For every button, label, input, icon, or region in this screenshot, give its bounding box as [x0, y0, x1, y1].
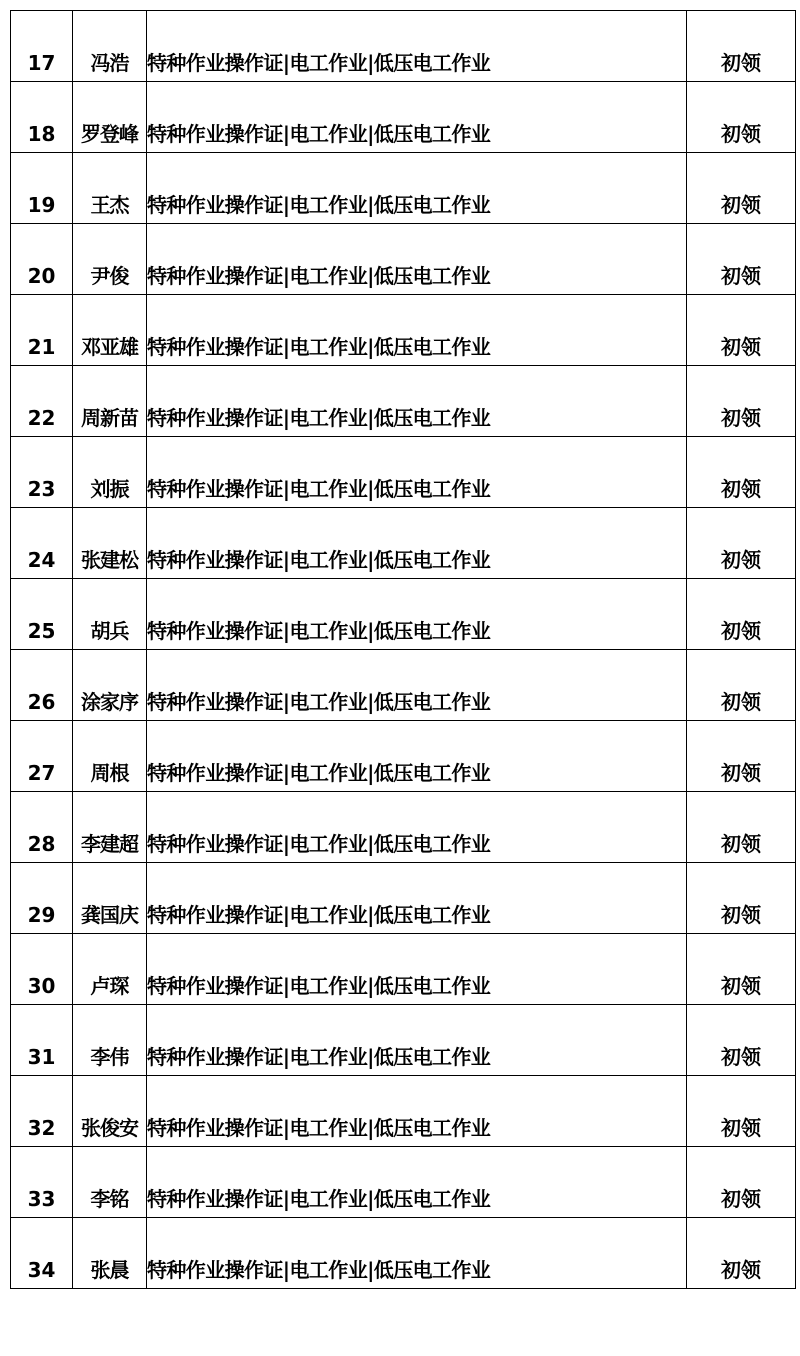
certificate-type-cell: 特种作业操作证|电工作业|低压电工作业 — [147, 721, 687, 792]
row-number-cell: 18 — [11, 82, 73, 153]
table-row — [11, 1005, 796, 1076]
row-number-cell: 24 — [11, 508, 73, 579]
person-name-cell: 刘振 — [73, 437, 147, 508]
certificate-type-cell: 特种作业操作证|电工作业|低压电工作业 — [147, 11, 687, 82]
issue-type-cell: 初领 — [687, 11, 796, 82]
issue-type-cell: 初领 — [687, 224, 796, 295]
person-name-cell: 张建松 — [73, 508, 147, 579]
table-row — [11, 366, 796, 437]
row-number-cell: 34 — [11, 1218, 73, 1289]
table-row — [11, 295, 796, 366]
row-number-cell: 17 — [11, 11, 73, 82]
issue-type-cell: 初领 — [687, 721, 796, 792]
table-body — [11, 11, 796, 1289]
person-name-cell: 龚国庆 — [73, 863, 147, 934]
table-row — [11, 579, 796, 650]
person-name-cell: 卢琛 — [73, 934, 147, 1005]
certificate-type-cell: 特种作业操作证|电工作业|低压电工作业 — [147, 295, 687, 366]
issue-type-cell: 初领 — [687, 863, 796, 934]
certificate-type-cell: 特种作业操作证|电工作业|低压电工作业 — [147, 1005, 687, 1076]
table-row — [11, 934, 796, 1005]
row-number-cell: 22 — [11, 366, 73, 437]
certificate-type-cell: 特种作业操作证|电工作业|低压电工作业 — [147, 1218, 687, 1289]
person-name-cell: 邓亚雄 — [73, 295, 147, 366]
certificate-type-cell: 特种作业操作证|电工作业|低压电工作业 — [147, 437, 687, 508]
certificate-type-cell: 特种作业操作证|电工作业|低压电工作业 — [147, 224, 687, 295]
certificate-type-cell: 特种作业操作证|电工作业|低压电工作业 — [147, 508, 687, 579]
person-name-cell: 胡兵 — [73, 579, 147, 650]
person-name-cell: 李伟 — [73, 1005, 147, 1076]
table-row — [11, 1076, 796, 1147]
certificate-type-cell: 特种作业操作证|电工作业|低压电工作业 — [147, 366, 687, 437]
row-number-cell: 32 — [11, 1076, 73, 1147]
person-name-cell: 周新苗 — [73, 366, 147, 437]
issue-type-cell: 初领 — [687, 792, 796, 863]
row-number-cell: 30 — [11, 934, 73, 1005]
certificate-type-cell: 特种作业操作证|电工作业|低压电工作业 — [147, 579, 687, 650]
row-number-cell: 23 — [11, 437, 73, 508]
table-row — [11, 1218, 796, 1289]
issue-type-cell: 初领 — [687, 82, 796, 153]
issue-type-cell: 初领 — [687, 934, 796, 1005]
issue-type-cell: 初领 — [687, 1147, 796, 1218]
row-number-cell: 29 — [11, 863, 73, 934]
issue-type-cell: 初领 — [687, 579, 796, 650]
table-row — [11, 1147, 796, 1218]
issue-type-cell: 初领 — [687, 295, 796, 366]
issue-type-cell: 初领 — [687, 1076, 796, 1147]
table-row — [11, 508, 796, 579]
person-name-cell: 涂家序 — [73, 650, 147, 721]
issue-type-cell: 初领 — [687, 437, 796, 508]
table-row — [11, 153, 796, 224]
certificate-list-table — [10, 10, 796, 1289]
certificate-type-cell: 特种作业操作证|电工作业|低压电工作业 — [147, 1076, 687, 1147]
table-row — [11, 82, 796, 153]
certificate-type-cell: 特种作业操作证|电工作业|低压电工作业 — [147, 863, 687, 934]
row-number-cell: 27 — [11, 721, 73, 792]
person-name-cell: 张晨 — [73, 1218, 147, 1289]
table-row — [11, 721, 796, 792]
row-number-cell: 28 — [11, 792, 73, 863]
person-name-cell: 尹俊 — [73, 224, 147, 295]
person-name-cell: 张俊安 — [73, 1076, 147, 1147]
issue-type-cell: 初领 — [687, 650, 796, 721]
table-row — [11, 437, 796, 508]
issue-type-cell: 初领 — [687, 1005, 796, 1076]
certificate-type-cell: 特种作业操作证|电工作业|低压电工作业 — [147, 792, 687, 863]
certificate-type-cell: 特种作业操作证|电工作业|低压电工作业 — [147, 1147, 687, 1218]
issue-type-cell: 初领 — [687, 366, 796, 437]
table-row — [11, 224, 796, 295]
certificate-type-cell: 特种作业操作证|电工作业|低压电工作业 — [147, 934, 687, 1005]
row-number-cell: 33 — [11, 1147, 73, 1218]
certificate-type-cell: 特种作业操作证|电工作业|低压电工作业 — [147, 153, 687, 224]
person-name-cell: 周根 — [73, 721, 147, 792]
person-name-cell: 王杰 — [73, 153, 147, 224]
issue-type-cell: 初领 — [687, 1218, 796, 1289]
issue-type-cell: 初领 — [687, 508, 796, 579]
certificate-type-cell: 特种作业操作证|电工作业|低压电工作业 — [147, 650, 687, 721]
row-number-cell: 25 — [11, 579, 73, 650]
table-row — [11, 11, 796, 82]
certificate-type-cell: 特种作业操作证|电工作业|低压电工作业 — [147, 82, 687, 153]
person-name-cell: 李建超 — [73, 792, 147, 863]
row-number-cell: 19 — [11, 153, 73, 224]
row-number-cell: 21 — [11, 295, 73, 366]
table-row — [11, 792, 796, 863]
row-number-cell: 26 — [11, 650, 73, 721]
person-name-cell: 罗登峰 — [73, 82, 147, 153]
person-name-cell: 冯浩 — [73, 11, 147, 82]
row-number-cell: 20 — [11, 224, 73, 295]
issue-type-cell: 初领 — [687, 153, 796, 224]
table-row — [11, 863, 796, 934]
table-row — [11, 650, 796, 721]
person-name-cell: 李铭 — [73, 1147, 147, 1218]
row-number-cell: 31 — [11, 1005, 73, 1076]
